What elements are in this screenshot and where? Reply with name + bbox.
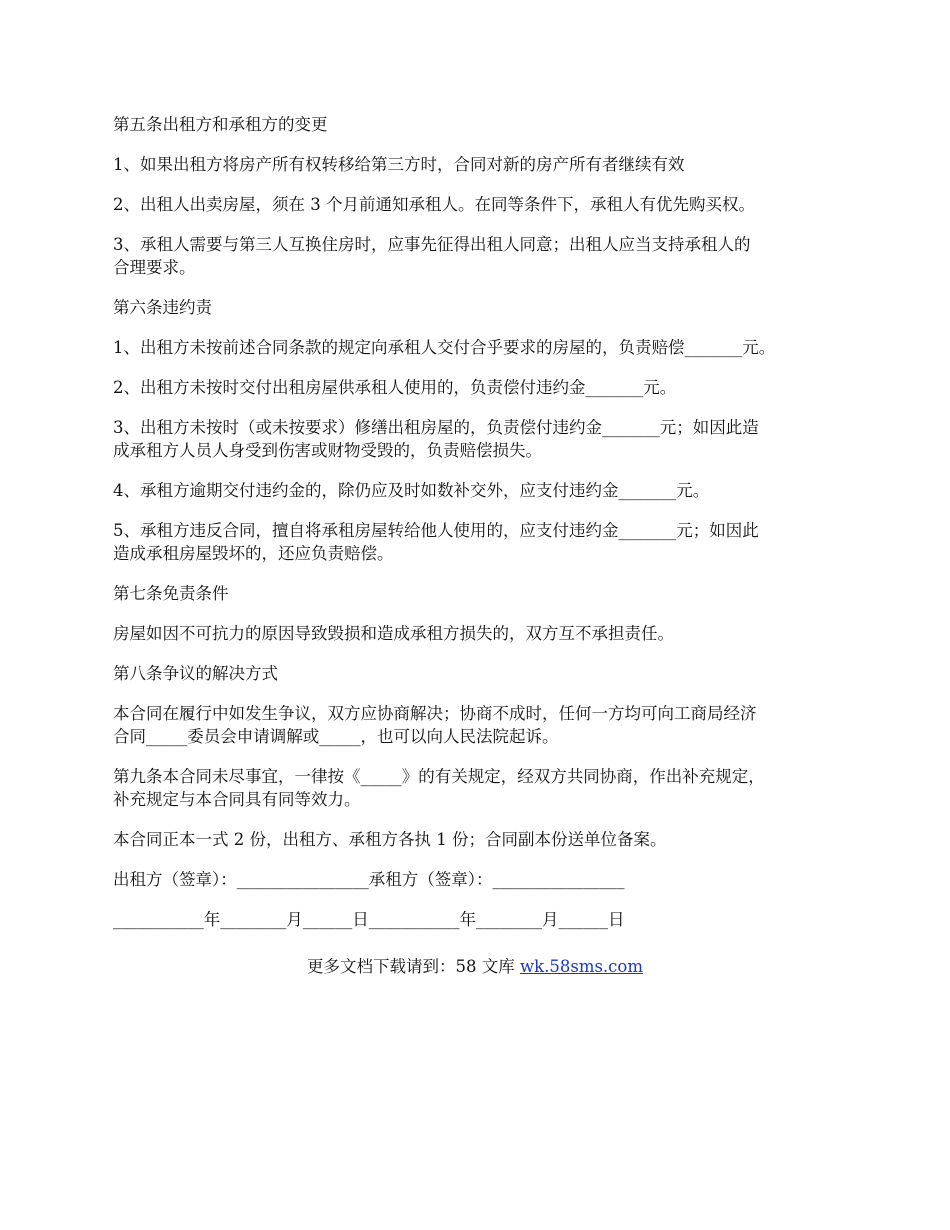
download-footer [0,955,950,978]
paragraph-6-5: 5、承租方违反合同，擅自将承租房屋转给他人使用的，应支付违约金_______元；如因此 造成承租房屋毁坏的，还应负责赔偿。 [113,521,759,563]
paragraph-6-3: 3、出租方未按时（或未按要求）修缮出租房屋的，负责偿付违约金_______元；如因此造 成承租方人员人身受到伤害或财物受毁的，负责赔偿损失。 [113,418,759,460]
paragraph-article-9: 第九条本合同未尽事宜，一律按《_____》的有关规定，经双方共同协商，作出补充规定， 补充规定与本合同具有同等效力。 [113,767,765,809]
paragraph-6-2: 2、出租方未按时交付出租房屋供承租人使用的，负责偿付违约金_______元。 [113,378,677,397]
signature-line: 出租方（签章）：________________承租方（签章）：________________ [113,870,625,889]
paragraph-5-3: 3、承租人需要与第三人互换住房时，应事先征得出租人同意；出租人应当支持承租人的 合理要求。 [113,235,751,277]
section-heading-article-8: 第八条争议的解决方式 [113,664,278,683]
paragraph-7: 房屋如因不可抗力的原因导致毁损和造成承租方损失的，双方互不承担责任。 [113,624,674,643]
paragraph-8: 本合同在履行中如发生争议，双方应协商解决；协商不成时，任何一方均可向工商局经济 合同_____委员会申请调解或_____，也可以向人民法院起诉。 [113,704,757,746]
footer-text: 更多文档下载请到：58 文库 [306,957,520,976]
paragraph-5-2: 2、出租人出卖房屋，须在 3 个月前通知承租人。在同等条件下，承租人有优先购买权。 [113,195,755,214]
paragraph-copies: 本合同正本一式 2 份，出租方、承租方各执 1 份；合同副本份送单位备案。 [113,830,667,849]
section-heading-article-5: 第五条出租方和承租方的变更 [113,115,328,134]
date-line: ___________年________月______日___________年________月______日 [113,910,625,929]
paragraph-6-4: 4、承租方逾期交付违约金的，除仍应及时如数补交外，应支付违约金_______元。 [113,481,710,500]
section-heading-article-7: 第七条免责条件 [113,584,229,603]
footer-link[interactable]: wk.58sms.com [519,957,643,976]
section-heading-article-6: 第六条违约责 [113,298,212,317]
paragraph-6-1: 1、出租方未按前述合同条款的规定向承租人交付合乎要求的房屋的，负责赔偿_______元。 [113,338,776,357]
paragraph-5-1: 1、如果出租方将房产所有权转移给第三方时，合同对新的房产所有者继续有效 [113,155,685,174]
document-body [113,113,848,948]
